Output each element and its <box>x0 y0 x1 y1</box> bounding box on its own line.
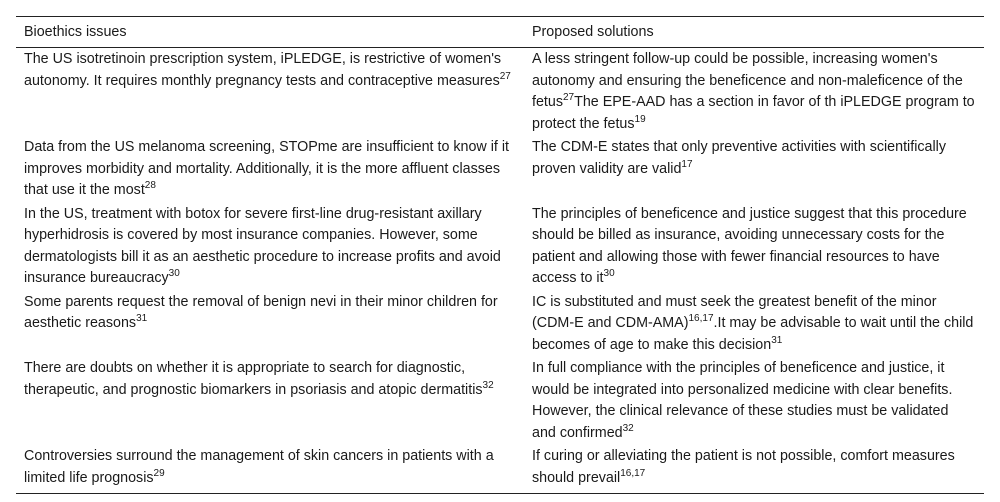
citation-reference: 27 <box>563 92 575 104</box>
citation-reference: 19 <box>634 113 646 125</box>
citation-reference: 30 <box>168 268 180 280</box>
table-body <box>16 48 984 494</box>
issue-text: Some parents request the removal of benign nevi in their minor children for aesthetic reasons <box>24 293 498 331</box>
header-bioethics-issues: Bioethics issues <box>16 17 524 48</box>
citation-reference: 29 <box>153 467 165 479</box>
issue-text: There are doubts on whether it is appropriate to search for diagnostic, therapeutic, and prognostic biomarkers in psoriasis and atopic dermatitis <box>24 360 483 398</box>
citation-reference: 31 <box>136 313 148 325</box>
solution-cell <box>524 136 984 203</box>
table-row <box>16 203 984 291</box>
issue-text: In the US, treatment with botox for severe first-line drug-resistant axillary hyperhidrosis is covered by most insurance companies. However, some dermatologists bill it as an aesthetic procedure to increase profits and avoid insurance bureaucracy <box>24 205 501 286</box>
issue-text: The US isotretinoin prescription system, iPLEDGE, is restrictive of women's autonomy. It requires monthly pregnancy tests and contraceptive measures <box>24 51 502 89</box>
solution-cell <box>524 357 984 445</box>
solution-text: In full compliance with the principles of beneficence and justice, it would be integrated into personalized medicine with clear benefits. However, the clinical relevance of these studies must be validated and confirmed <box>532 360 953 441</box>
citation-reference: 32 <box>622 422 634 434</box>
solution-cell <box>524 291 984 358</box>
table-row <box>16 136 984 203</box>
issue-text: Controversies surround the management of skin cancers in patients with a limited life prognosis <box>24 448 494 486</box>
solution-text: The CDM-E states that only preventive activities with scientifically proven validity are valid <box>532 139 946 177</box>
solution-cell <box>524 445 984 494</box>
solution-text: The EPE-AAD has a section in favor of th iPLEDGE program to protect the fetus <box>532 94 975 132</box>
citation-reference: 32 <box>482 379 494 391</box>
citation-reference: 31 <box>771 334 783 346</box>
citation-reference: 16,17 <box>688 313 714 325</box>
table-row <box>16 291 984 358</box>
solution-text: .It may be advisable to wait until the child becomes of age to make this decision <box>532 315 974 353</box>
header-proposed-solutions: Proposed solutions <box>524 17 984 48</box>
citation-reference: 28 <box>144 180 156 192</box>
solution-cell <box>524 203 984 291</box>
table-row <box>16 445 984 494</box>
issue-cell <box>16 291 524 358</box>
issue-cell <box>16 48 524 137</box>
issue-cell <box>16 357 524 445</box>
citation-reference: 17 <box>681 158 693 170</box>
solution-text: IC is substituted and must seek the greatest benefit of the minor (CDM-E and CDM-AMA) <box>532 293 937 331</box>
solution-text: If curing or alleviating the patient is not possible, comfort measures should prevail <box>532 448 955 486</box>
table-row <box>16 357 984 445</box>
table-header-row <box>16 17 984 48</box>
issue-cell <box>16 136 524 203</box>
issue-text: Data from the US melanoma screening, STOPme are insufficient to know if it improves morbidity and mortality. Additionally, it is the more affluent classes that use it the most <box>24 139 509 198</box>
solution-text: A less stringent follow-up could be possible, increasing women's autonomy and ensuring the beneficence and non-maleficence of the fetus <box>532 51 963 110</box>
issue-cell <box>16 203 524 291</box>
bioethics-table <box>16 16 984 494</box>
citation-reference: 16,17 <box>620 467 646 479</box>
solution-cell <box>524 48 984 137</box>
solution-text: The principles of beneficence and justice suggest that this procedure should be billed as insurance, avoiding unnecessary costs for the patient and allowing those with fewer financial resources to have access to it <box>532 205 967 286</box>
citation-reference: 27 <box>499 70 511 82</box>
issue-cell <box>16 445 524 494</box>
citation-reference: 30 <box>603 268 615 280</box>
table-row <box>16 48 984 137</box>
